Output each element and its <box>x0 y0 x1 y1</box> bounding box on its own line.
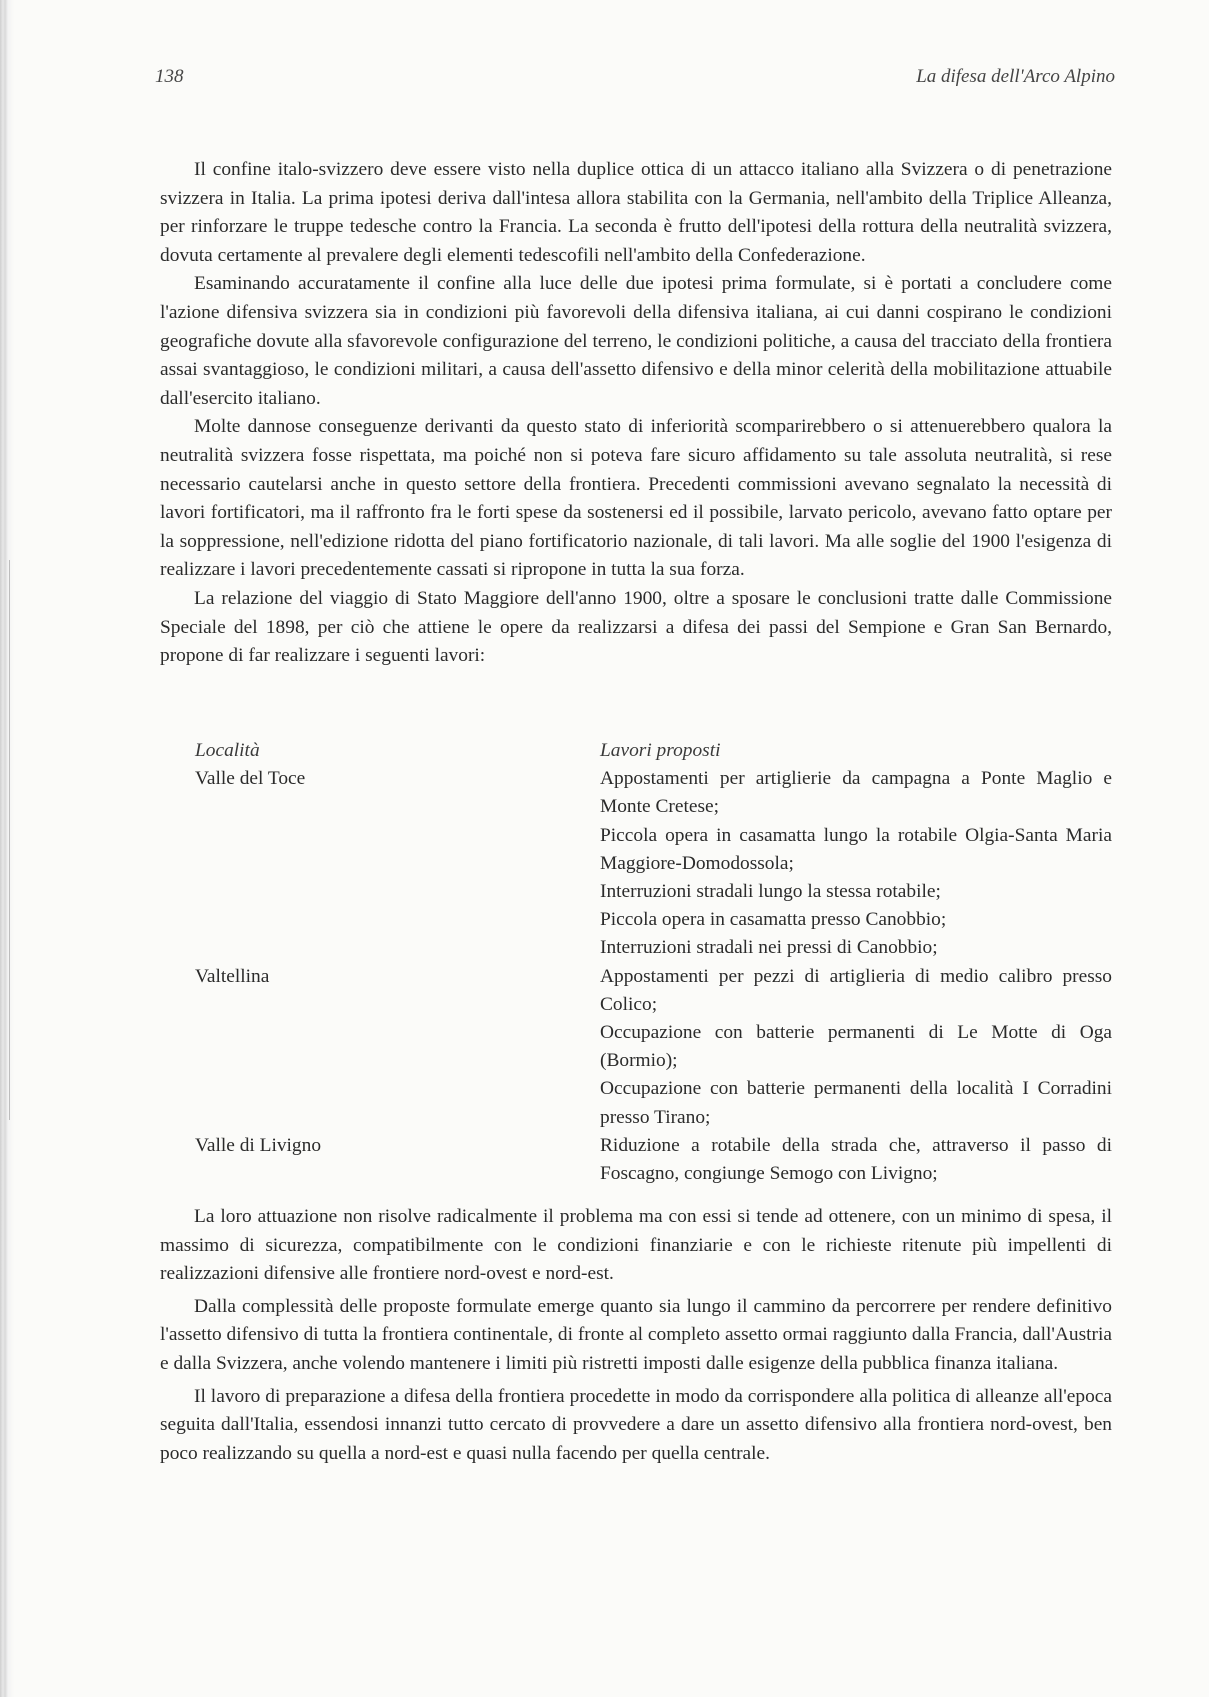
work-item: Piccola opera in casamatta presso Canobbio; <box>600 909 947 931</box>
work-item: Piccola opera in casamatta lungo la rotabile Olgia-Santa Maria Maggiore-Domodossola; <box>600 824 1112 874</box>
work-item: Interruzioni stradali lungo la stessa rotabile; <box>600 881 941 903</box>
column-header-works: Lavori proposti <box>600 740 721 761</box>
table-row <box>195 963 1115 1132</box>
column-header-location: Località <box>195 740 260 761</box>
page-binding-edge <box>0 0 14 1697</box>
running-title: La difesa dell'Arco Alpino <box>916 66 1115 87</box>
works-cell <box>600 963 1112 1132</box>
paragraph: Esaminando accuratamente il confine alla luce delle due ipotesi prima formulate, si è portati a concludere come l'azione difensiva svizzera sia in condizioni più favorevoli della difensiva italiana, ai cui danni cospirano le condizioni geografiche dovute alla sfavorevole configurazione del terreno, le condizioni politiche, a causa del tracciato della frontiera assai svantaggioso, le condizioni militari, a causa dell'assetto difensivo e della minor celerità della mobilitazione attuabile dall'esercito italiano. <box>160 273 1112 409</box>
works-cell <box>600 1132 1112 1188</box>
location-cell: Valle del Toce <box>195 768 306 790</box>
closing-text <box>160 1203 1112 1472</box>
work-item: Riduzione a rotabile della strada che, attraverso il passo di Foscagno, congiunge Semogo con Livigno; <box>600 1134 1112 1185</box>
paragraph: Il confine italo-svizzero deve essere visto nella duplice ottica di un attacco italiano alla Svizzera o di penetrazione svizzera in Italia. La prima ipotesi deriva dall'intesa allora stabilita con la Germania, nell'ambito della Triplice Alleanza, per rinforzare le truppe tedesche contro la Francia. La seconda è frutto dell'ipotesi della rottura della neutralità svizzera, dovuta certamente al prevalere degli elementi tedescofili nell'ambito della Confederazione. <box>160 159 1112 266</box>
work-item: Appostamenti per artiglierie da campagna a Ponte Maglio e Monte Cretese; <box>600 768 1112 818</box>
work-item: Occupazione con batterie permanenti di Le Motte di Oga (Bormio); <box>600 1022 1112 1072</box>
paragraph: La loro attuazione non risolve radicalmente il problema ma con essi si tende ad ottenere, con un minimo di spesa, il massimo di sicurezza, compatibilmente con le condizioni finanziarie e con le richieste ritenute più impellenti di realizzazioni difensive alle frontiere nord-ovest e nord-est. <box>160 1206 1112 1285</box>
table-header-row <box>195 737 1115 765</box>
intro-text <box>160 156 1112 671</box>
table-row <box>195 1132 1115 1188</box>
work-item: Interruzioni stradali nei pressi di Canobbio; <box>600 937 938 959</box>
works-cell <box>600 765 1112 962</box>
table-row <box>195 765 1115 962</box>
work-item: Occupazione con batterie permanenti della località I Corradini presso Tirano; <box>600 1078 1112 1128</box>
location-cell: Valle di Livigno <box>195 1134 322 1156</box>
page-number: 138 <box>155 66 184 87</box>
paragraph: Il lavoro di preparazione a difesa della frontiera procedette in modo da corrispondere alla politica di alleanze all'epoca seguita dall'Italia, essendosi innanzi tutto cercato di provvedere a dare un assetto difensivo alla frontiera nord-ovest, ben poco realizzando su quella a nord-est e quasi nulla facendo per quella centrale. <box>160 1385 1112 1464</box>
paragraph: Dalla complessità delle proposte formulate emerge quanto sia lungo il cammino da percorrere per rendere definitivo l'assetto difensivo di tutta la frontiera continentale, di fronte al completo assetto ormai raggiunto dalla Francia, dall'Austria e dalla Svizzera, anche volendo mantenere i limiti più ristretti imposti dalle esigenze della pubblica finanza italiana. <box>160 1295 1112 1374</box>
paragraph: La relazione del viaggio di Stato Maggiore dell'anno 1900, oltre a sposare le conclusioni tratte dalle Commissione Speciale del 1898, per ciò che attiene le opere da realizzarsi a difesa dei passi del Sempione e Gran San Bernardo, propone di far realizzare i seguenti lavori: <box>160 587 1112 667</box>
binding-shadow-line <box>9 560 10 1120</box>
work-item: Appostamenti per pezzi di artiglieria di medio calibro presso Colico; <box>600 965 1112 1015</box>
paragraph: Molte dannose conseguenze derivanti da questo stato di inferiorità scomparirebbero o si attenuerebbero qualora la neutralità svizzera fosse rispettata, ma poiché non si poteva fare sicuro affidamento su tale assoluta neutralità, si rese necessario cautelarsi anche in questo settore della frontiera. Precedenti commissioni avevano segnalato la necessità di lavori fortificatori, ma il raffronto fra le forti spese da sostenersi ed il possibile, larvato pericolo, avevano fatto optare per la soppressione, nell'edizione ridotta del piano fortificatorio nazionale, di tali lavori. Ma alle soglie del 1900 l'esigenza di realizzare i lavori precedentemente cassati si ripropone in tutta la sua forza. <box>160 416 1112 581</box>
works-table <box>195 737 1115 1188</box>
location-cell: Valtellina <box>195 965 270 987</box>
